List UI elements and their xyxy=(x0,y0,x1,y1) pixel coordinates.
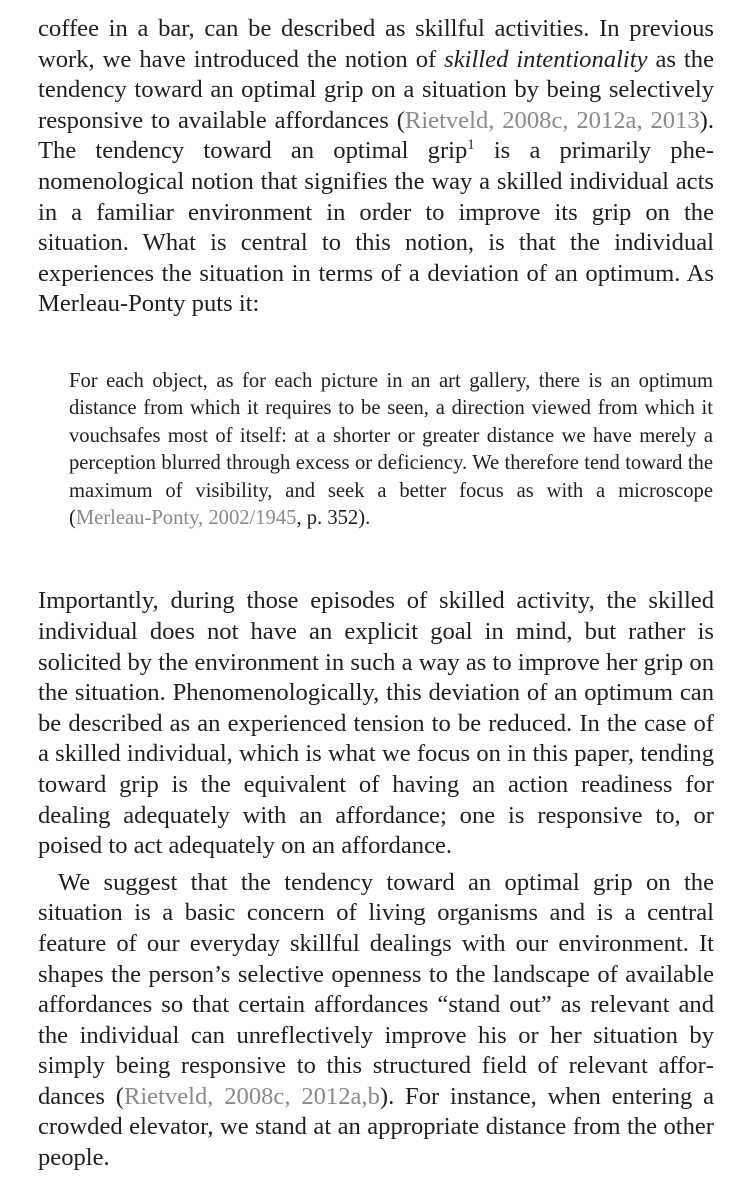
block-quote xyxy=(69,368,713,532)
quote-text: For each object, as for each picture in an art gallery, there is an optimum distance from which it requires to be seen, a direction viewed from which it vouchsafes most of itself: at a shorter or greater distance we have merely a perception blurred through excess or deficiency. We therefore tend toward the maximum of visibility, and seek a better focus as with a microscope ( xyxy=(69,369,713,529)
paragraph-1-text-d: is a primarily phenomenological notion that signifies the way a skilled individual acts in a familiar environment in order to improve its grip on the situation. What is central to this notion, is that the individual experiences the situation in terms of a deviation of an optimum. As Merleau-Ponty puts it: xyxy=(38,137,714,318)
paragraph-2: Importantly, during those episodes of skilled activity, the skilled individual does not have an explicit goal in mind, but rather is solicited by the environment in such a way as to improve her grip on the situation. Phenomenologically, this deviation of an optimum can be described as an experienced tension to be reduced. In the case of a skilled individual, which is what we focus on in this paper, tending toward grip is the equivalent of having an action readiness for dealing adequately with an affordance; one is responsive to, or poised to act adequately on an affordance. xyxy=(38,587,714,860)
citation-merleau-ponty[interactable]: Merleau-Ponty, 2002/1945 xyxy=(75,506,297,529)
paragraph-1 xyxy=(38,14,714,320)
footnote-marker[interactable]: 1 xyxy=(467,137,475,154)
quote-end: , p. 352). xyxy=(296,506,371,529)
citation-rietveld-2[interactable]: Rietveld, 2008c, 2012a,b xyxy=(123,1082,380,1110)
paragraph-3 xyxy=(38,868,714,1174)
paragraph-3-text-b: ). For instance, when entering a crowded elevator, we stand at an appropriate distance from the other people. xyxy=(38,1082,714,1172)
paragraph-1-text-b: as the tendency toward an optimal grip on a situation by being selectively responsive to available affordances ( xyxy=(38,45,714,134)
emphasis-skilled-intentionality: skilled intentionality xyxy=(444,45,648,73)
paragraph-1-text-c: ). The tendency toward an optimal grip xyxy=(38,106,714,165)
document-page xyxy=(38,14,714,1174)
paragraph-1-text-a: coffee in a bar, can be described as skillful activities. In previous work, we have introduced the notion of xyxy=(38,15,714,73)
citation-rietveld-1[interactable]: Rietveld, 2008c, 2012a, 2013 xyxy=(404,106,700,134)
paragraph-3-text-a: We suggest that the tendency toward an optimal grip on the situation is a basic concern of living organisms and is a central feature of our everyday skillful dealings with our environment. It shapes the person’s selective openness to the landscape of available affordances so that certain affordances “stand out” as relevant and the individual can unreflectively improve his or her situation by simply being responsive to this structured field of relevant affordances ( xyxy=(38,868,714,1110)
